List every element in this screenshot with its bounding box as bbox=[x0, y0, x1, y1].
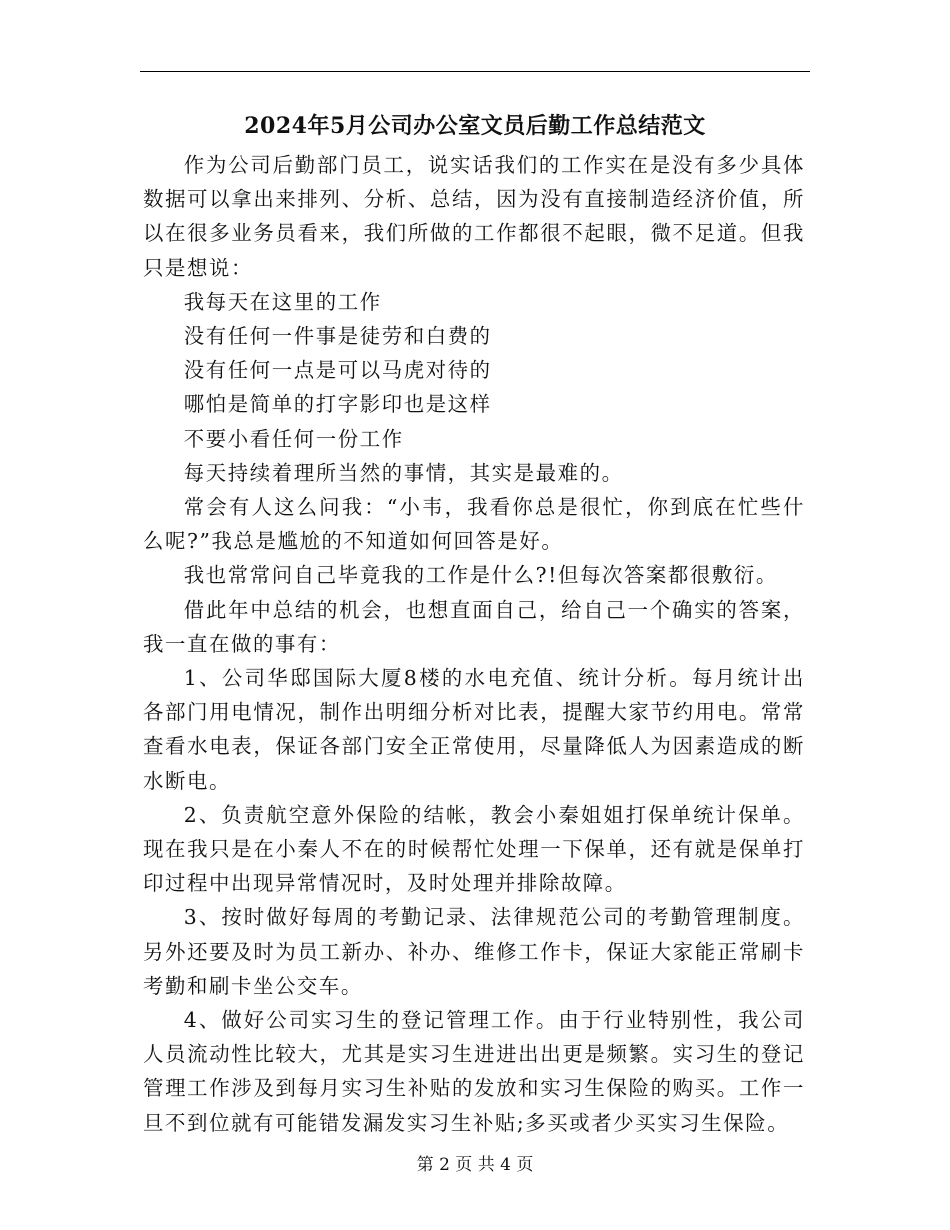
paragraph-verse-2: 没有任何一件事是徒劳和白费的 bbox=[183, 324, 492, 349]
page-number-footer: 第 2 页 共 4 页 bbox=[416, 1155, 534, 1175]
paragraph-verse-1: 我每天在这里的工作 bbox=[183, 289, 382, 314]
paragraph-question: 常会有人这么问我：“小韦，我看你总是很忙，你到底在忙些什么呢?”我总是尴尬的不知道如何回答是好。 bbox=[143, 495, 805, 554]
document-body bbox=[143, 148, 805, 1140]
paragraph-verse-6: 每天持续着理所当然的事情，其实是最难的。 bbox=[183, 460, 624, 485]
paragraph-item-4: 4、做好公司实习生的登记管理工作。由于行业特别性，我公司人员流动性比较大，尤其是实习生进进出出更是频繁。实习生的登记管理工作涉及到每月实习生补贴的发放和实习生保险的购买。工作一旦不到位就有可能错发漏发实习生补贴;多买或者少买实习生保险。 bbox=[143, 1008, 805, 1135]
header-rule bbox=[140, 71, 810, 72]
paragraph-item-3: 3、按时做好每周的考勤记录、法律规范公司的考勤管理制度。另外还要及时为员工新办、补办、维修工作卡，保证大家能正常刷卡考勤和刷卡坐公交车。 bbox=[143, 905, 805, 998]
paragraph-self-question: 我也常常问自己毕竟我的工作是什么?!但每次答案都很敷衍。 bbox=[183, 563, 778, 588]
paragraph-summary-intro: 借此年中总结的机会，也想直面自己，给自己一个确实的答案，我一直在做的事有： bbox=[143, 597, 805, 656]
paragraph-verse-5: 不要小看任何一份工作 bbox=[183, 426, 404, 451]
paragraph-verse-3: 没有任何一点是可以马虎对待的 bbox=[183, 358, 492, 383]
document-title: 2024年5月公司办公室文员后勤工作总结范文 bbox=[244, 113, 706, 139]
paragraph-intro: 作为公司后勤部门员工，说实话我们的工作实在是没有多少具体数据可以拿出来排列、分析、总结，因为没有直接制造经济价值，所以在很多业务员看来，我们所做的工作都很不起眼，微不足道。但我只是想说： bbox=[143, 153, 805, 280]
paragraph-item-1: 1、公司华邸国际大厦8楼的水电充值、统计分析。每月统计出各部门用电情况，制作出明细分析对比表，提醒大家节约用电。常常查看水电表，保证各部门安全正常使用，尽量降低人为因素造成的断水断电。 bbox=[143, 666, 805, 793]
paragraph-verse-4: 哪怕是简单的打字影印也是这样 bbox=[183, 392, 492, 417]
paragraph-item-2: 2、负责航空意外保险的结帐，教会小秦姐姐打保单统计保单。现在我只是在小秦人不在的时候帮忙处理一下保单，还有就是保单打印过程中出现异常情况时，及时处理并排除故障。 bbox=[143, 802, 805, 896]
